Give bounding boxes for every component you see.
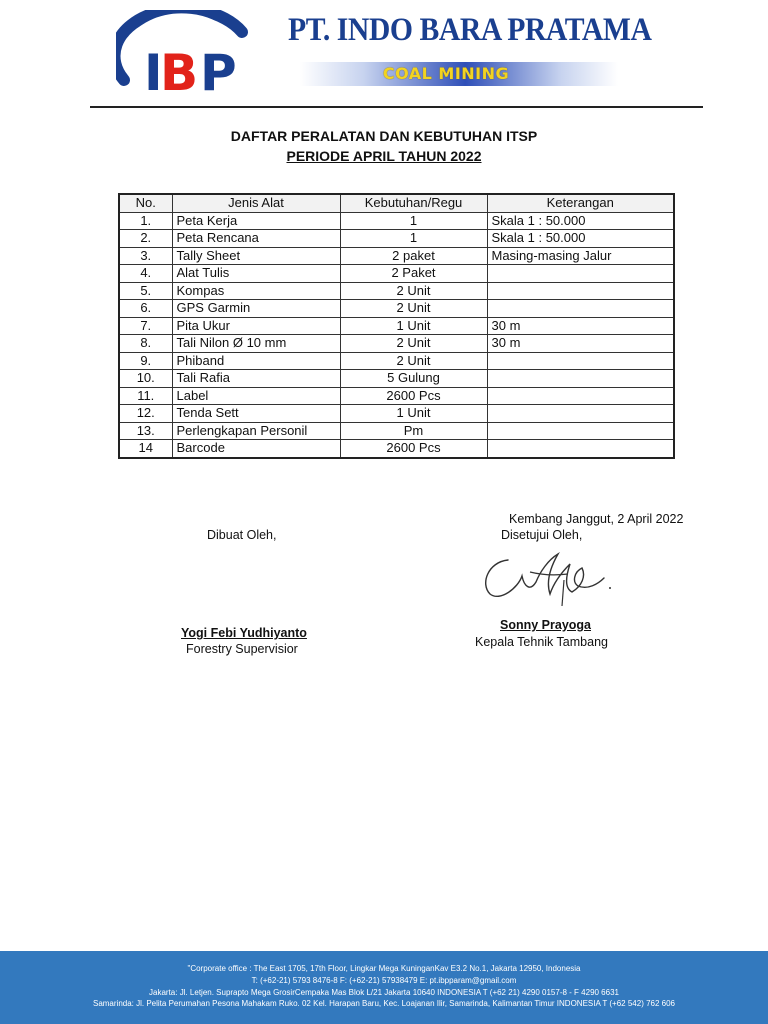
footer-contact: T: (+62-21) 5793 8476-8 F: (+62-21) 57938479 E: pt.ibpparam@gmail.com	[251, 976, 517, 985]
equipment-table	[118, 193, 675, 459]
table-row	[119, 282, 674, 300]
cell-remarks: Masing-masing Jalur	[487, 247, 674, 265]
maker-name: Yogi Febi Yudhiyanto	[181, 626, 307, 640]
document-period: PERIODE APRIL TAHUN 2022	[286, 148, 482, 164]
cell-remarks	[487, 300, 674, 318]
approver-name: Sonny Prayoga	[500, 618, 591, 632]
cell-equipment: Peta Rencana	[172, 230, 340, 248]
cell-requirement: 2 Unit	[340, 352, 487, 370]
cell-equipment: Kompas	[172, 282, 340, 300]
document-title: DAFTAR PERALATAN DAN KEBUTUHAN ITSP	[230, 128, 538, 144]
cell-equipment: Alat Tulis	[172, 265, 340, 283]
cell-requirement: 2600 Pcs	[340, 387, 487, 405]
cell-equipment: Peta Kerja	[172, 212, 340, 230]
cell-remarks: 30 m	[487, 317, 674, 335]
table-row	[119, 317, 674, 335]
header-remarks: Keterangan	[487, 194, 674, 212]
handwritten-signature	[478, 542, 618, 616]
cell-requirement: 1	[340, 212, 487, 230]
cell-remarks	[487, 422, 674, 440]
cell-requirement: 2 Unit	[340, 335, 487, 353]
cell-no: 1.	[119, 212, 172, 230]
cell-remarks	[487, 352, 674, 370]
cell-remarks	[487, 370, 674, 388]
table-row	[119, 352, 674, 370]
cell-no: 5.	[119, 282, 172, 300]
cell-requirement: 2 paket	[340, 247, 487, 265]
cell-requirement: 2 Unit	[340, 282, 487, 300]
cell-requirement: 1 Unit	[340, 317, 487, 335]
svg-text:P: P	[200, 44, 235, 94]
cell-equipment: Pita Ukur	[172, 317, 340, 335]
cell-no: 11.	[119, 387, 172, 405]
cell-requirement: 2 Paket	[340, 265, 487, 283]
cell-equipment: GPS Garmin	[172, 300, 340, 318]
svg-text:B: B	[160, 44, 197, 94]
cell-equipment: Barcode	[172, 440, 340, 458]
cell-no: 10.	[119, 370, 172, 388]
cell-remarks	[487, 405, 674, 423]
cell-remarks: 30 m	[487, 335, 674, 353]
place-date: Kembang Janggut, 2 April 2022	[509, 512, 684, 526]
cell-no: 2.	[119, 230, 172, 248]
tagline: COAL MINING	[382, 64, 510, 83]
cell-no: 4.	[119, 265, 172, 283]
table-row	[119, 300, 674, 318]
cell-no: 6.	[119, 300, 172, 318]
footer	[0, 951, 768, 1024]
cell-equipment: Phiband	[172, 352, 340, 370]
cell-no: 13.	[119, 422, 172, 440]
table-row	[119, 422, 674, 440]
cell-equipment: Tali Rafia	[172, 370, 340, 388]
cell-no: 3.	[119, 247, 172, 265]
table-row	[119, 370, 674, 388]
footer-corporate-office: "Corporate office : The East 1705, 17th Floor, Lingkar Mega KuninganKav E3.2 No.1, Jakarta 12950, Indonesia	[187, 964, 581, 973]
table-row	[119, 440, 674, 458]
cell-requirement: 1	[340, 230, 487, 248]
company-name: PT. INDO BARA PRATAMA	[288, 12, 652, 48]
header-no: No.	[119, 194, 172, 212]
cell-remarks: Skala 1 : 50.000	[487, 230, 674, 248]
cell-no: 12.	[119, 405, 172, 423]
footer-samarinda-address: Samarinda: Jl. Pelita Perumahan Pesona Mahakam Ruko. 02 Kel. Harapan Baru, Kec. Loajanan Ilir, Samarinda, Kalimantan Timur INDONESIA T (+62 542) 762 606	[92, 999, 676, 1008]
cell-equipment: Tally Sheet	[172, 247, 340, 265]
cell-equipment: Perlengkapan Personil	[172, 422, 340, 440]
cell-no: 8.	[119, 335, 172, 353]
svg-text:I: I	[144, 44, 161, 94]
cell-requirement: 1 Unit	[340, 405, 487, 423]
cell-no: 7.	[119, 317, 172, 335]
header-equipment: Jenis Alat	[172, 194, 340, 212]
cell-remarks	[487, 265, 674, 283]
header-divider	[90, 106, 703, 108]
table-row	[119, 265, 674, 283]
cell-requirement: 2600 Pcs	[340, 440, 487, 458]
cell-requirement: Pm	[340, 422, 487, 440]
cell-no: 9.	[119, 352, 172, 370]
table-row	[119, 387, 674, 405]
approver-title: Kepala Tehnik Tambang	[475, 635, 608, 649]
maker-title: Forestry Supervisior	[186, 642, 298, 656]
table-row	[119, 230, 674, 248]
table-header-row	[119, 194, 674, 212]
cell-remarks	[487, 387, 674, 405]
table-row	[119, 405, 674, 423]
cell-remarks	[487, 282, 674, 300]
cell-requirement: 2 Unit	[340, 300, 487, 318]
cell-requirement: 5 Gulung	[340, 370, 487, 388]
cell-remarks	[487, 440, 674, 458]
company-logo	[116, 10, 250, 94]
header-requirement: Kebutuhan/Regu	[340, 194, 487, 212]
cell-remarks: Skala 1 : 50.000	[487, 212, 674, 230]
table-row	[119, 335, 674, 353]
cell-equipment: Label	[172, 387, 340, 405]
cell-equipment: Tenda Sett	[172, 405, 340, 423]
table-row	[119, 247, 674, 265]
made-by-label: Dibuat Oleh,	[207, 528, 277, 542]
cell-no: 14	[119, 440, 172, 458]
footer-jakarta-address: Jakarta: Jl. Letjen. Suprapto Mega GrosirCempaka Mas Blok L/21 Jakarta 10640 INDONESIA T (+62 21) 4290 0157-8 - F 4290 6631	[149, 988, 619, 997]
table-row	[119, 212, 674, 230]
approved-by-label: Disetujui Oleh,	[501, 528, 583, 542]
cell-equipment: Tali Nilon Ø 10 mm	[172, 335, 340, 353]
